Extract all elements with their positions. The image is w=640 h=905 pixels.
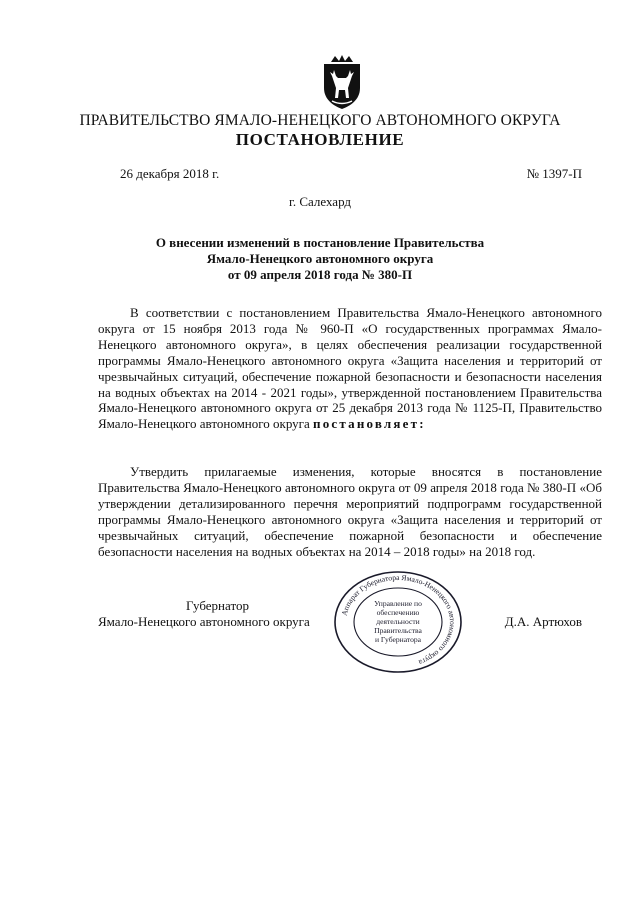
signer-name: Д.А. Артюхов bbox=[504, 614, 582, 629]
stamp-center-line: Правительства bbox=[374, 626, 422, 635]
stamp-ring-text: Аппарат Губернатора Ямало-Ненецкого автономного округа bbox=[339, 572, 458, 668]
title-line: от 09 апреля 2018 года № 380-П bbox=[227, 267, 413, 282]
signer-position-line: Губернатор bbox=[186, 598, 249, 613]
signer-position bbox=[98, 598, 310, 630]
stamp-center-line: Управление по bbox=[374, 599, 422, 608]
coat-of-arms-emblem bbox=[318, 54, 366, 110]
document-number: № 1397-П bbox=[526, 166, 582, 181]
title-line: О внесении изменений в постановление Правительства bbox=[155, 235, 485, 250]
document-date: 26 декабря 2018 г. bbox=[120, 166, 220, 181]
resolves-word: постановляет: bbox=[313, 416, 426, 432]
signer-position-line: Ямало-Ненецкого автономного округа bbox=[98, 614, 310, 629]
title-line: Ямало-Ненецкого автономного округа bbox=[206, 251, 434, 266]
official-stamp bbox=[332, 570, 464, 674]
preamble-paragraph bbox=[98, 305, 602, 432]
document-title bbox=[0, 235, 640, 283]
stamp-center-line: деятельности bbox=[376, 617, 420, 626]
organization-name: ПРАВИТЕЛЬСТВО ЯМАЛО-НЕНЕЦКОГО АВТОНОМНОГО ОКРУГА bbox=[79, 112, 561, 129]
stamp-center-line: обеспечению bbox=[376, 608, 420, 617]
preamble-text: В соответствии с постановлением Правительства Ямало-Ненецкого автономного округа от 15 ноября 2013 года № 960-П «О государственных программах Ямало-Ненецкого автономного округа», в целях обеспечения реализации государственной программы Ямало-Ненецкого автономного округа «Защита населения и территорий от чрезвычайных ситуаций, обеспечение пожарной безопасности и безопасности населения на водных объектах на 2014 - 2021 годы», утвержденной постановлением Правительства Ямало-Ненецкого автономного округа от 25 декабря 2013 года № 1125-П, Правительство Ямало-Ненецкого автономного округа bbox=[98, 305, 602, 432]
resolution-paragraph: Утвердить прилагаемые изменения, которые вносятся в постановление Правительства Ямало-Ненецкого автономного округа от 09 апреля 2018 года № 380-П «Об утверждении детализированного перечня мероприятий подпрограмм государственной программы Ямало-Ненецкого автономного округа «Защита населения и территорий от чрезвычайных ситуаций, обеспечение пожарной безопасности и обеспечение безопасности населения на водных объектах на 2014 – 2018 годы» на 2018 год. bbox=[98, 464, 602, 559]
document-type: ПОСТАНОВЛЕНИЕ bbox=[235, 130, 405, 149]
document-city: г. Салехард bbox=[288, 194, 352, 209]
stamp-center-line: и Губернатора bbox=[374, 635, 422, 644]
